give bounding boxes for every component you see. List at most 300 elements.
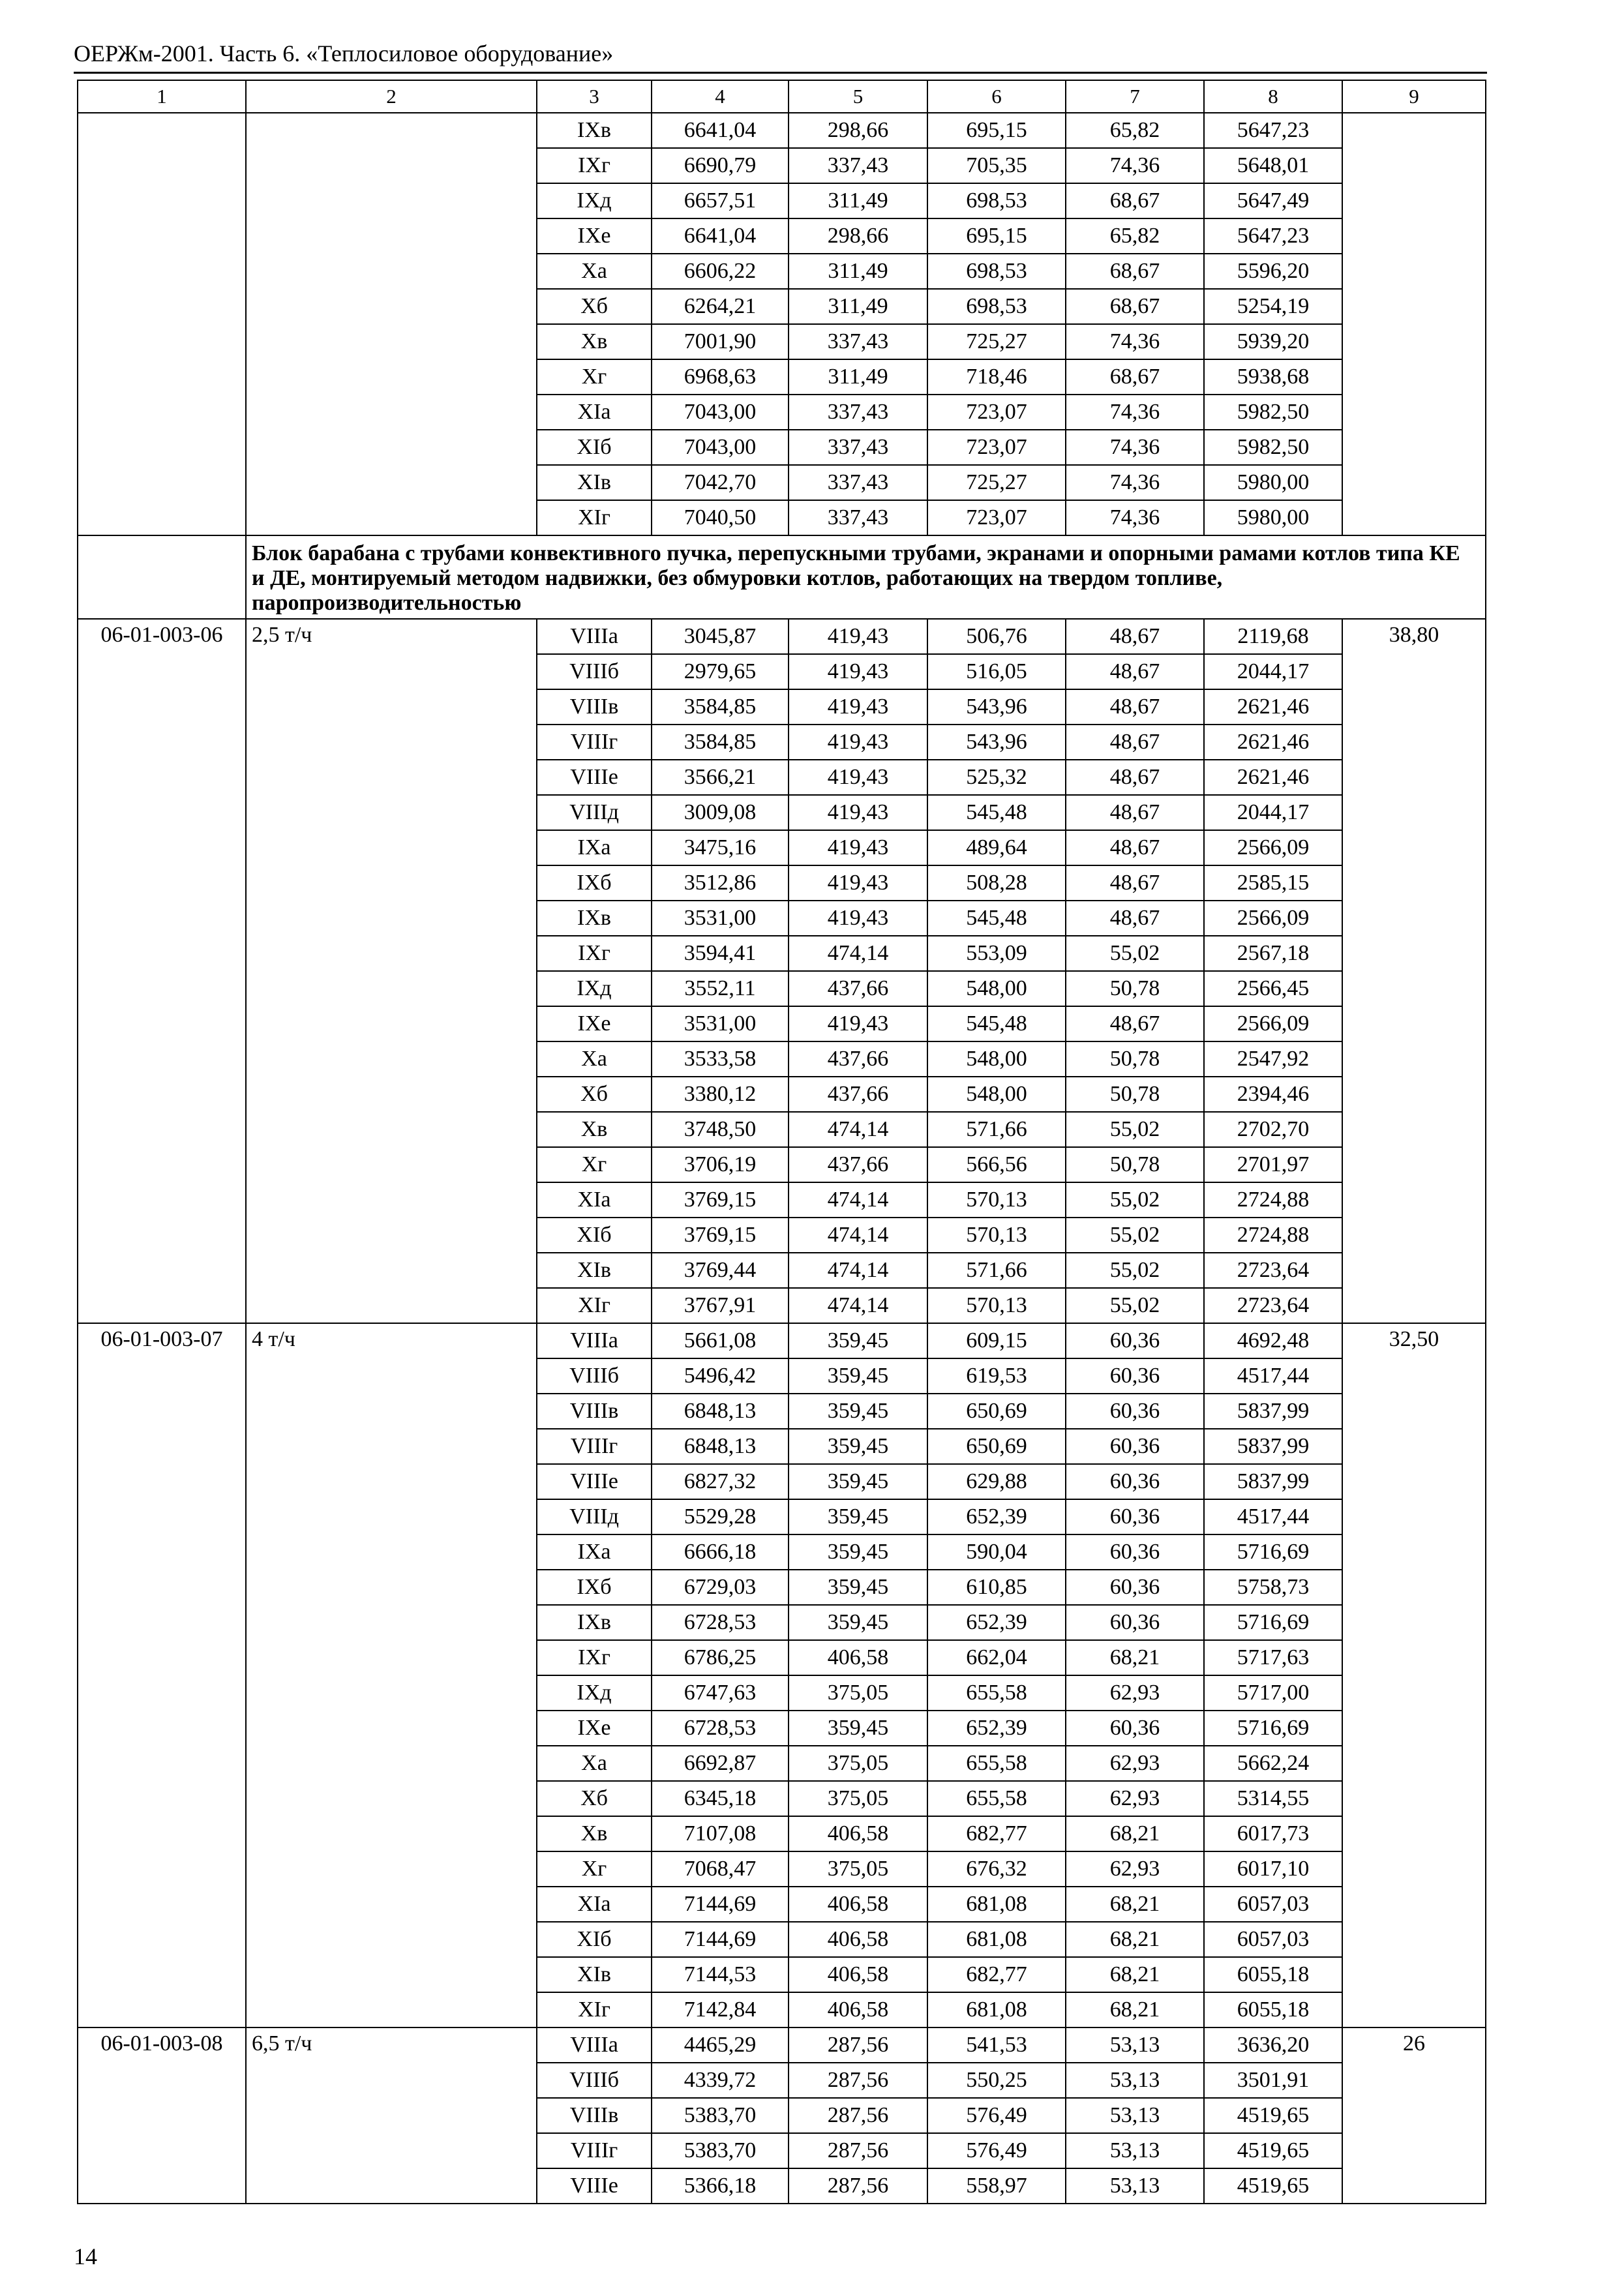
zone-cell: VIIIб (537, 2063, 652, 2098)
value-cell: 474,14 (789, 1218, 927, 1253)
value-cell: 698,53 (927, 183, 1066, 218)
zone-cell: VIIIв (537, 1394, 652, 1429)
column-header: 7 (1066, 80, 1204, 113)
column-header: 2 (246, 80, 537, 113)
value-cell: 5982,50 (1204, 430, 1342, 465)
table-row (78, 2027, 1486, 2063)
value-cell: 359,45 (789, 1394, 927, 1429)
value-cell: 375,05 (789, 1746, 927, 1781)
value-cell: 375,05 (789, 1781, 927, 1816)
value-cell: 5647,23 (1204, 113, 1342, 148)
value-cell: 68,67 (1066, 359, 1204, 395)
value-cell: 5717,63 (1204, 1640, 1342, 1675)
value-cell: 682,77 (927, 1957, 1066, 1992)
value-cell: 68,21 (1066, 1887, 1204, 1922)
value-cell: 359,45 (789, 1711, 927, 1746)
value-cell: 5837,99 (1204, 1429, 1342, 1464)
value-cell: 68,21 (1066, 1922, 1204, 1957)
zone-cell: IXе (537, 1711, 652, 1746)
value-cell: 571,66 (927, 1112, 1066, 1147)
value-cell: 548,00 (927, 971, 1066, 1006)
value-cell: 548,00 (927, 1041, 1066, 1077)
value-cell: 725,27 (927, 465, 1066, 500)
value-cell: 68,67 (1066, 183, 1204, 218)
zone-cell: IXб (537, 865, 652, 901)
value-cell: 406,58 (789, 1992, 927, 2027)
value-cell: 406,58 (789, 1957, 927, 1992)
value-cell: 48,67 (1066, 830, 1204, 865)
value-cell: 74,36 (1066, 324, 1204, 359)
value-cell: 695,15 (927, 113, 1066, 148)
value-cell: 55,02 (1066, 1182, 1204, 1218)
value-cell: 419,43 (789, 760, 927, 795)
value-cell: 359,45 (789, 1464, 927, 1499)
value-cell: 506,76 (927, 619, 1066, 654)
value-cell: 6264,21 (652, 289, 789, 324)
value-cell: 53,13 (1066, 2098, 1204, 2133)
rates-table (77, 80, 1486, 2204)
value-cell: 62,93 (1066, 1851, 1204, 1887)
value-cell: 6968,63 (652, 359, 789, 395)
value-cell: 2566,09 (1204, 1006, 1342, 1041)
value-cell: 5837,99 (1204, 1464, 1342, 1499)
value-cell: 2723,64 (1204, 1288, 1342, 1323)
value-cell: 48,67 (1066, 865, 1204, 901)
rate-code-cell: 06-01-003-06 (78, 619, 246, 1323)
value-cell: 406,58 (789, 1816, 927, 1851)
value-cell: 474,14 (789, 1253, 927, 1288)
value-cell: 655,58 (927, 1675, 1066, 1711)
value-cell: 359,45 (789, 1429, 927, 1464)
value-cell: 68,21 (1066, 1992, 1204, 2027)
value-cell: 558,97 (927, 2168, 1066, 2204)
value-cell: 5662,24 (1204, 1746, 1342, 1781)
value-cell: 550,25 (927, 2063, 1066, 2098)
value-cell: 718,46 (927, 359, 1066, 395)
zone-cell: Xа (537, 1746, 652, 1781)
value-cell: 48,67 (1066, 760, 1204, 795)
value-cell: 311,49 (789, 289, 927, 324)
zone-cell: Xг (537, 359, 652, 395)
value-cell: 6692,87 (652, 1746, 789, 1781)
value-cell: 5648,01 (1204, 148, 1342, 183)
zone-cell: IXг (537, 1640, 652, 1675)
value-cell: 419,43 (789, 830, 927, 865)
coefficient-cell (1342, 113, 1486, 535)
value-cell: 6728,53 (652, 1605, 789, 1640)
value-cell: 48,67 (1066, 725, 1204, 760)
value-cell: 5717,00 (1204, 1675, 1342, 1711)
column-header: 5 (789, 80, 927, 113)
value-cell: 287,56 (789, 2063, 927, 2098)
value-cell: 48,67 (1066, 654, 1204, 689)
zone-cell: Xг (537, 1851, 652, 1887)
zone-cell: IXа (537, 830, 652, 865)
zone-cell: VIIIв (537, 689, 652, 725)
value-cell: 2119,68 (1204, 619, 1342, 654)
value-cell: 287,56 (789, 2098, 927, 2133)
value-cell: 419,43 (789, 901, 927, 936)
value-cell: 698,53 (927, 254, 1066, 289)
zone-cell: IXг (537, 148, 652, 183)
value-cell: 53,13 (1066, 2168, 1204, 2204)
zone-cell: Xб (537, 289, 652, 324)
value-cell: 6606,22 (652, 254, 789, 289)
value-cell: 682,77 (927, 1816, 1066, 1851)
value-cell: 419,43 (789, 725, 927, 760)
zone-cell: VIIIе (537, 2168, 652, 2204)
value-cell: 74,36 (1066, 465, 1204, 500)
section-row (78, 535, 1486, 619)
value-cell: 74,36 (1066, 395, 1204, 430)
rate-code-cell (78, 113, 246, 535)
value-cell: 2979,65 (652, 654, 789, 689)
value-cell: 5647,49 (1204, 183, 1342, 218)
value-cell: 681,08 (927, 1887, 1066, 1922)
zone-cell: Xв (537, 1112, 652, 1147)
section-title: Блок барабана с трубами конвективного пучка, перепускными трубами, экранами и опорными рамами котлов типа КЕ и ДЕ, монтируемый методом надвижки, без обмуровки котлов, работающих на твердом топливе, паропроизводительностью (246, 535, 1486, 619)
value-cell: 53,13 (1066, 2063, 1204, 2098)
zone-cell: Xв (537, 324, 652, 359)
value-cell: 6786,25 (652, 1640, 789, 1675)
zone-cell: XIб (537, 1922, 652, 1957)
value-cell: 7040,50 (652, 500, 789, 535)
zone-cell: XIв (537, 1253, 652, 1288)
value-cell: 6729,03 (652, 1570, 789, 1605)
value-cell: 60,36 (1066, 1429, 1204, 1464)
value-cell: 2566,45 (1204, 971, 1342, 1006)
zone-cell: IXб (537, 1570, 652, 1605)
value-cell: 5716,69 (1204, 1711, 1342, 1746)
value-cell: 62,93 (1066, 1781, 1204, 1816)
value-cell: 566,56 (927, 1147, 1066, 1182)
value-cell: 7107,08 (652, 1816, 789, 1851)
value-cell: 6641,04 (652, 113, 789, 148)
value-cell: 723,07 (927, 395, 1066, 430)
value-cell: 60,36 (1066, 1323, 1204, 1358)
value-cell: 705,35 (927, 148, 1066, 183)
value-cell: 4339,72 (652, 2063, 789, 2098)
value-cell: 6666,18 (652, 1534, 789, 1570)
value-cell: 287,56 (789, 2168, 927, 2204)
value-cell: 4692,48 (1204, 1323, 1342, 1358)
value-cell: 543,96 (927, 689, 1066, 725)
column-header: 9 (1342, 80, 1486, 113)
zone-cell: VIIIг (537, 2133, 652, 2168)
zone-cell: XIг (537, 1288, 652, 1323)
value-cell: 3512,86 (652, 865, 789, 901)
zone-cell: Xа (537, 1041, 652, 1077)
value-cell: 50,78 (1066, 1077, 1204, 1112)
value-cell: 3769,15 (652, 1182, 789, 1218)
value-cell: 525,32 (927, 760, 1066, 795)
value-cell: 541,53 (927, 2027, 1066, 2063)
value-cell: 2394,46 (1204, 1077, 1342, 1112)
value-cell: 287,56 (789, 2133, 927, 2168)
zone-cell: XIб (537, 1218, 652, 1253)
value-cell: 545,48 (927, 795, 1066, 830)
value-cell: 74,36 (1066, 500, 1204, 535)
value-cell: 311,49 (789, 359, 927, 395)
value-cell: 3531,00 (652, 1006, 789, 1041)
zone-cell: Xб (537, 1077, 652, 1112)
value-cell: 4517,44 (1204, 1358, 1342, 1394)
value-cell: 723,07 (927, 500, 1066, 535)
value-cell: 62,93 (1066, 1675, 1204, 1711)
value-cell: 68,21 (1066, 1816, 1204, 1851)
value-cell: 55,02 (1066, 1218, 1204, 1253)
value-cell: 7001,90 (652, 324, 789, 359)
value-cell: 3380,12 (652, 1077, 789, 1112)
coefficient-cell: 26 (1342, 2027, 1486, 2204)
section-blank-cell (78, 535, 246, 619)
rate-code-cell: 06-01-003-08 (78, 2027, 246, 2204)
value-cell: 3748,50 (652, 1112, 789, 1147)
value-cell: 7042,70 (652, 465, 789, 500)
value-cell: 6848,13 (652, 1394, 789, 1429)
value-cell: 406,58 (789, 1887, 927, 1922)
value-cell: 474,14 (789, 1112, 927, 1147)
value-cell: 68,21 (1066, 1640, 1204, 1675)
zone-cell: VIIIе (537, 760, 652, 795)
value-cell: 3767,91 (652, 1288, 789, 1323)
value-cell: 311,49 (789, 254, 927, 289)
value-cell: 406,58 (789, 1640, 927, 1675)
value-cell: 419,43 (789, 689, 927, 725)
value-cell: 3706,19 (652, 1147, 789, 1182)
value-cell: 545,48 (927, 901, 1066, 936)
value-cell: 60,36 (1066, 1394, 1204, 1429)
value-cell: 48,67 (1066, 619, 1204, 654)
value-cell: 652,39 (927, 1499, 1066, 1534)
value-cell: 6641,04 (652, 218, 789, 254)
value-cell: 298,66 (789, 218, 927, 254)
value-cell: 5980,00 (1204, 500, 1342, 535)
value-cell: 55,02 (1066, 1253, 1204, 1288)
value-cell: 5758,73 (1204, 1570, 1342, 1605)
zone-cell: XIа (537, 1887, 652, 1922)
zone-cell: IXв (537, 1605, 652, 1640)
value-cell: 419,43 (789, 654, 927, 689)
zone-cell: VIIIе (537, 1464, 652, 1499)
zone-cell: IXд (537, 183, 652, 218)
value-cell: 6017,10 (1204, 1851, 1342, 1887)
value-cell: 48,67 (1066, 795, 1204, 830)
value-cell: 6747,63 (652, 1675, 789, 1711)
value-cell: 610,85 (927, 1570, 1066, 1605)
value-cell: 576,49 (927, 2133, 1066, 2168)
value-cell: 2044,17 (1204, 795, 1342, 830)
value-cell: 359,45 (789, 1323, 927, 1358)
value-cell: 6055,18 (1204, 1992, 1342, 2027)
value-cell: 50,78 (1066, 1147, 1204, 1182)
value-cell: 6057,03 (1204, 1922, 1342, 1957)
value-cell: 571,66 (927, 1253, 1066, 1288)
value-cell: 6848,13 (652, 1429, 789, 1464)
value-cell: 2621,46 (1204, 725, 1342, 760)
value-cell: 662,04 (927, 1640, 1066, 1675)
value-cell: 437,66 (789, 971, 927, 1006)
value-cell: 650,69 (927, 1394, 1066, 1429)
value-cell: 650,69 (927, 1429, 1066, 1464)
value-cell: 2044,17 (1204, 654, 1342, 689)
value-cell: 359,45 (789, 1499, 927, 1534)
value-cell: 3533,58 (652, 1041, 789, 1077)
value-cell: 2702,70 (1204, 1112, 1342, 1147)
value-cell: 6690,79 (652, 148, 789, 183)
value-cell: 337,43 (789, 500, 927, 535)
value-cell: 2621,46 (1204, 760, 1342, 795)
value-cell: 337,43 (789, 465, 927, 500)
value-cell: 545,48 (927, 1006, 1066, 1041)
value-cell: 50,78 (1066, 1041, 1204, 1077)
value-cell: 437,66 (789, 1077, 927, 1112)
value-cell: 3566,21 (652, 760, 789, 795)
value-cell: 5254,19 (1204, 289, 1342, 324)
zone-cell: IXг (537, 936, 652, 971)
value-cell: 419,43 (789, 1006, 927, 1041)
column-number-row (78, 80, 1486, 113)
value-cell: 681,08 (927, 1922, 1066, 1957)
value-cell: 723,07 (927, 430, 1066, 465)
value-cell: 3501,91 (1204, 2063, 1342, 2098)
value-cell: 5837,99 (1204, 1394, 1342, 1429)
value-cell: 287,56 (789, 2027, 927, 2063)
value-cell: 7142,84 (652, 1992, 789, 2027)
capacity-cell: 6,5 т/ч (246, 2027, 537, 2204)
capacity-cell: 2,5 т/ч (246, 619, 537, 1323)
rate-code-cell: 06-01-003-07 (78, 1323, 246, 2027)
value-cell: 5596,20 (1204, 254, 1342, 289)
zone-cell: IXд (537, 971, 652, 1006)
value-cell: 62,93 (1066, 1746, 1204, 1781)
zone-cell: IXв (537, 901, 652, 936)
value-cell: 4519,65 (1204, 2168, 1342, 2204)
coefficient-cell: 32,50 (1342, 1323, 1486, 2027)
value-cell: 7068,47 (652, 1851, 789, 1887)
zone-cell: IXв (537, 113, 652, 148)
value-cell: 7043,00 (652, 395, 789, 430)
zone-cell: IXд (537, 1675, 652, 1711)
value-cell: 48,67 (1066, 689, 1204, 725)
page-number: 14 (74, 2243, 97, 2269)
value-cell: 3594,41 (652, 936, 789, 971)
value-cell: 4517,44 (1204, 1499, 1342, 1534)
value-cell: 6345,18 (652, 1781, 789, 1816)
value-cell: 6728,53 (652, 1711, 789, 1746)
value-cell: 695,15 (927, 218, 1066, 254)
value-cell: 60,36 (1066, 1499, 1204, 1534)
value-cell: 681,08 (927, 1992, 1066, 2027)
value-cell: 3769,44 (652, 1253, 789, 1288)
value-cell: 2621,46 (1204, 689, 1342, 725)
value-cell: 53,13 (1066, 2027, 1204, 2063)
value-cell: 48,67 (1066, 1006, 1204, 1041)
zone-cell: IXе (537, 1006, 652, 1041)
value-cell: 60,36 (1066, 1570, 1204, 1605)
value-cell: 5661,08 (652, 1323, 789, 1358)
value-cell: 2585,15 (1204, 865, 1342, 901)
zone-cell: VIIIг (537, 725, 652, 760)
page-header-title: ОЕРЖм-2001. Часть 6. «Теплосиловое оборудование» (74, 40, 614, 67)
value-cell: 6657,51 (652, 183, 789, 218)
zone-cell: VIIIа (537, 619, 652, 654)
value-cell: 652,39 (927, 1605, 1066, 1640)
value-cell: 298,66 (789, 113, 927, 148)
zone-cell: XIа (537, 1182, 652, 1218)
value-cell: 68,67 (1066, 254, 1204, 289)
value-cell: 6057,03 (1204, 1887, 1342, 1922)
value-cell: 3552,11 (652, 971, 789, 1006)
zone-cell: Xг (537, 1147, 652, 1182)
zone-cell: VIIIд (537, 1499, 652, 1534)
value-cell: 337,43 (789, 430, 927, 465)
zone-cell: VIIIа (537, 2027, 652, 2063)
value-cell: 4519,65 (1204, 2098, 1342, 2133)
value-cell: 337,43 (789, 395, 927, 430)
value-cell: 359,45 (789, 1358, 927, 1394)
value-cell: 619,53 (927, 1358, 1066, 1394)
value-cell: 3636,20 (1204, 2027, 1342, 2063)
table-row (78, 1323, 1486, 1358)
zone-cell: XIа (537, 395, 652, 430)
value-cell: 2547,92 (1204, 1041, 1342, 1077)
value-cell: 60,36 (1066, 1534, 1204, 1570)
value-cell: 337,43 (789, 324, 927, 359)
capacity-cell: 4 т/ч (246, 1323, 537, 2027)
value-cell: 474,14 (789, 1182, 927, 1218)
value-cell: 508,28 (927, 865, 1066, 901)
value-cell: 2567,18 (1204, 936, 1342, 971)
value-cell: 6055,18 (1204, 1957, 1342, 1992)
value-cell: 68,21 (1066, 1957, 1204, 1992)
value-cell: 590,04 (927, 1534, 1066, 1570)
zone-cell: XIб (537, 430, 652, 465)
value-cell: 5314,55 (1204, 1781, 1342, 1816)
value-cell: 68,67 (1066, 289, 1204, 324)
zone-cell: Xв (537, 1816, 652, 1851)
value-cell: 60,36 (1066, 1711, 1204, 1746)
value-cell: 2724,88 (1204, 1218, 1342, 1253)
value-cell: 5980,00 (1204, 465, 1342, 500)
value-cell: 375,05 (789, 1851, 927, 1887)
column-header: 4 (652, 80, 789, 113)
value-cell: 2566,09 (1204, 901, 1342, 936)
value-cell: 5939,20 (1204, 324, 1342, 359)
value-cell: 652,39 (927, 1711, 1066, 1746)
value-cell: 609,15 (927, 1323, 1066, 1358)
value-cell: 6827,32 (652, 1464, 789, 1499)
value-cell: 474,14 (789, 936, 927, 971)
value-cell: 65,82 (1066, 113, 1204, 148)
value-cell: 474,14 (789, 1288, 927, 1323)
zone-cell: VIIIв (537, 2098, 652, 2133)
value-cell: 337,43 (789, 148, 927, 183)
value-cell: 570,13 (927, 1218, 1066, 1253)
column-header: 3 (537, 80, 652, 113)
value-cell: 74,36 (1066, 148, 1204, 183)
value-cell: 419,43 (789, 865, 927, 901)
value-cell: 489,64 (927, 830, 1066, 865)
value-cell: 406,58 (789, 1922, 927, 1957)
column-header: 6 (927, 80, 1066, 113)
table-row (78, 113, 1486, 148)
coefficient-cell: 38,80 (1342, 619, 1486, 1323)
value-cell: 676,32 (927, 1851, 1066, 1887)
zone-cell: XIв (537, 465, 652, 500)
zone-cell: VIIIд (537, 795, 652, 830)
value-cell: 548,00 (927, 1077, 1066, 1112)
